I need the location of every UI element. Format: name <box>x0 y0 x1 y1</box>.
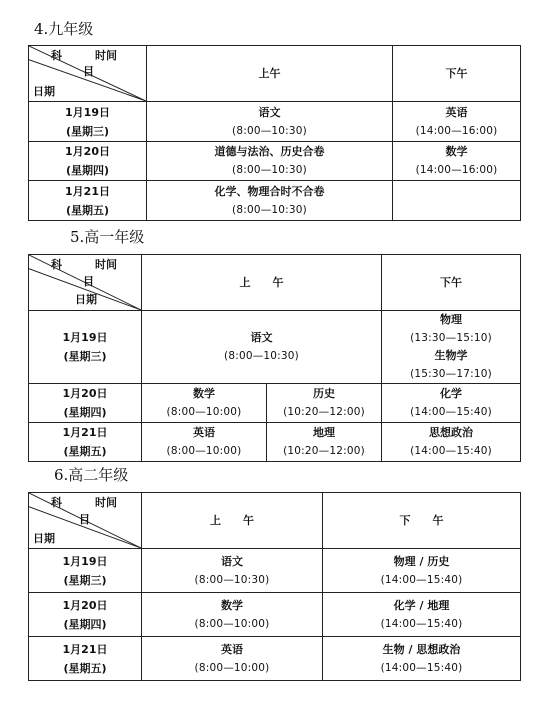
header-label-riqi: 日期 <box>75 293 97 306</box>
weekday: (星期三) <box>65 124 110 138</box>
subject: 生物 / 思想政治 <box>382 642 461 656</box>
header-label-shijian: 时间 <box>95 49 117 62</box>
header-label-riqi: 日期 <box>33 85 55 98</box>
time: (8:00—10:00) <box>194 617 270 630</box>
date-cell <box>29 102 147 142</box>
date-cell <box>29 549 142 593</box>
header-label-ke: 科 <box>51 258 62 271</box>
am-cell <box>142 311 382 384</box>
date-cell <box>29 637 142 681</box>
header-am: 上 午 <box>142 493 323 549</box>
date: 1月20日 <box>65 145 110 158</box>
header-pm: 下午 <box>393 46 521 102</box>
time: (14:00—15:40) <box>410 445 492 457</box>
table-header-row <box>29 493 521 549</box>
am-cell <box>147 142 393 181</box>
subject: 英语 <box>193 426 215 439</box>
header-label-mu: 目 <box>83 65 94 78</box>
pm-cell <box>323 593 521 637</box>
date-cell <box>29 181 147 221</box>
time: (8:00—10:30) <box>194 573 270 586</box>
pm-cell <box>382 384 521 423</box>
pm-cell <box>323 549 521 593</box>
subject: 数学 <box>445 145 468 158</box>
header-diagonal-cell <box>29 493 142 549</box>
table-row <box>29 102 521 142</box>
pm-cell <box>393 102 521 142</box>
time: (13:30—15:10) <box>410 332 492 344</box>
schedule-table-grade11 <box>28 492 521 681</box>
weekday: (星期四) <box>65 164 110 177</box>
subject: 化学 / 地理 <box>393 598 450 612</box>
subject: 数学 <box>193 387 215 400</box>
date: 1月19日 <box>65 105 110 119</box>
header-diagonal-cell <box>29 46 147 102</box>
am-cell <box>147 181 393 221</box>
table-row <box>29 181 521 221</box>
time: (8:00—10:00) <box>166 445 242 457</box>
header-label-ke: 科 <box>51 496 62 509</box>
table-row <box>29 384 521 423</box>
date: 1月19日 <box>62 331 108 344</box>
date: 1月21日 <box>62 426 108 439</box>
table-header-row <box>29 46 521 102</box>
date: 1月21日 <box>62 642 108 656</box>
time: (8:00—10:30) <box>232 164 307 176</box>
header-label-mu: 目 <box>79 513 90 526</box>
weekday: (星期五) <box>63 661 107 675</box>
date-cell <box>29 142 147 181</box>
pm-cell <box>393 142 521 181</box>
time: (14:00—15:40) <box>410 406 492 418</box>
date-cell <box>29 593 142 637</box>
subject: 思想政治 <box>429 426 473 439</box>
subject: 道德与法治、历史合卷 <box>214 145 325 158</box>
time-2: (15:30—17:10) <box>410 368 492 380</box>
table-row <box>29 637 521 681</box>
pm-cell <box>382 311 521 384</box>
time: (8:00—10:30) <box>224 350 299 362</box>
pm-cell <box>382 423 521 462</box>
pm-cell <box>323 637 521 681</box>
header-label-riqi: 日期 <box>33 532 55 545</box>
subject: 物理 / 历史 <box>393 554 450 568</box>
subject: 化学 <box>440 387 462 400</box>
header-pm: 下午 <box>382 255 521 311</box>
am1-cell <box>142 423 267 462</box>
pm-cell-empty <box>393 181 521 221</box>
date: 1月21日 <box>65 184 110 198</box>
schedule-table-grade10 <box>28 254 521 462</box>
time: (8:00—10:00) <box>194 661 270 674</box>
header-label-ke: 科 <box>51 49 62 62</box>
table-row <box>29 311 521 384</box>
table-row <box>29 423 521 462</box>
subject: 化学、物理合时不合卷 <box>214 184 325 198</box>
time: (14:00—16:00) <box>415 164 498 176</box>
time: (8:00—10:30) <box>232 203 307 216</box>
header-diagonal-cell <box>29 255 142 311</box>
date-cell <box>29 384 142 423</box>
weekday: (星期五) <box>65 203 110 217</box>
header-pm: 下 午 <box>323 493 521 549</box>
subject: 语文 <box>258 105 281 119</box>
subject: 历史 <box>313 387 335 400</box>
date: 1月20日 <box>62 387 108 400</box>
am2-cell <box>267 423 382 462</box>
am1-cell <box>142 384 267 423</box>
table-header-row <box>29 255 521 311</box>
weekday: (星期三) <box>63 350 107 363</box>
subject: 英语 <box>221 642 243 656</box>
am-cell <box>142 549 323 593</box>
header-label-shijian: 时间 <box>95 258 117 271</box>
weekday: (星期三) <box>63 573 107 587</box>
date-cell <box>29 423 142 462</box>
time: (14:00—16:00) <box>415 124 498 137</box>
time: (14:00—15:40) <box>380 661 463 674</box>
header-am: 上 午 <box>142 255 382 311</box>
time: (14:00—15:40) <box>380 573 463 586</box>
subject: 语文 <box>221 554 243 568</box>
weekday: (星期四) <box>63 617 107 631</box>
schedule-table-grade9 <box>28 45 521 221</box>
table-row <box>29 549 521 593</box>
table-row <box>29 142 521 181</box>
subject: 物理 <box>440 313 462 326</box>
section-title-grade9: 4.九年级 <box>34 20 94 38</box>
date-cell <box>29 311 142 384</box>
table-row <box>29 593 521 637</box>
section-title-grade10: 5.高一年级 <box>70 228 145 246</box>
am-cell <box>142 637 323 681</box>
time: (8:00—10:00) <box>166 406 242 418</box>
header-label-shijian: 时间 <box>95 496 117 509</box>
weekday: (星期五) <box>63 445 107 458</box>
subject: 语文 <box>250 331 273 344</box>
am-cell <box>147 102 393 142</box>
date: 1月20日 <box>62 598 108 612</box>
date: 1月19日 <box>62 554 108 568</box>
time: (10:20—12:00) <box>283 445 365 457</box>
header-label-mu: 目 <box>83 275 94 288</box>
weekday: (星期四) <box>63 406 107 419</box>
time: (14:00—15:40) <box>380 617 463 630</box>
subject-2: 生物学 <box>434 349 468 362</box>
time: (10:20—12:00) <box>283 406 365 418</box>
subject: 地理 <box>313 426 335 439</box>
section-title-grade11: 6.高二年级 <box>54 466 129 484</box>
am2-cell <box>267 384 382 423</box>
subject: 数学 <box>221 598 243 612</box>
header-am: 上午 <box>147 46 393 102</box>
subject: 英语 <box>445 105 468 119</box>
am-cell <box>142 593 323 637</box>
time: (8:00—10:30) <box>232 124 307 137</box>
